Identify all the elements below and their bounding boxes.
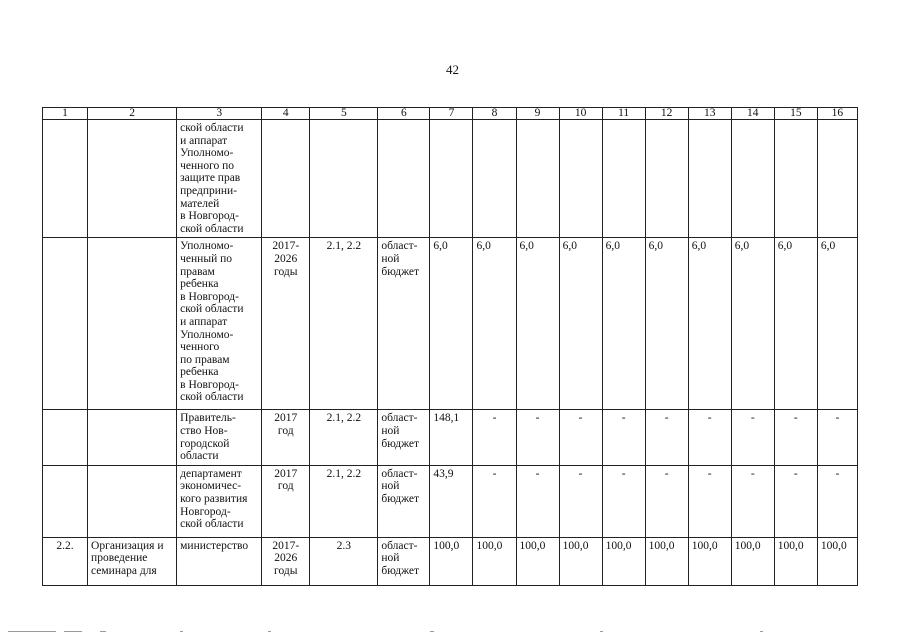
- executor-cell: министерство: [177, 537, 262, 585]
- event-name-cell: Организация и проведение семинара для: [88, 537, 177, 585]
- year-value-cell: [602, 120, 645, 238]
- header-cell: 12: [645, 108, 688, 120]
- year-value-cell: 6,0: [645, 238, 688, 410]
- table-row: [43, 465, 858, 537]
- year-value-cell: -: [516, 410, 559, 465]
- year-value-cell: -: [602, 410, 645, 465]
- period-cell: [262, 120, 310, 238]
- year-value-cell: [645, 120, 688, 238]
- header-cell: 1: [43, 108, 88, 120]
- year-value-cell: -: [688, 410, 731, 465]
- year-value-cell: [774, 120, 817, 238]
- year-value-cell: 6,0: [430, 238, 473, 410]
- year-value-cell: 100,0: [473, 537, 516, 585]
- header-cell: 13: [688, 108, 731, 120]
- year-value-cell: 148,1: [430, 410, 473, 465]
- year-value-cell: -: [731, 465, 774, 537]
- funding-source-cell: област- ной бюджет: [378, 537, 430, 585]
- year-value-cell: 100,0: [559, 537, 602, 585]
- executor-cell: Правитель- ство Нов- городской области: [177, 410, 262, 465]
- year-value-cell: 100,0: [817, 537, 857, 585]
- year-value-cell: 6,0: [559, 238, 602, 410]
- year-value-cell: [473, 120, 516, 238]
- executor-cell: Уполномо- ченный по правам ребенка в Новгород- ской области и аппарат Уполномо- ченного по правам ребенка в Новгород- ской области: [177, 238, 262, 410]
- year-value-cell: 6,0: [731, 238, 774, 410]
- event-name-cell: [88, 120, 177, 238]
- year-value-cell: -: [473, 410, 516, 465]
- header-cell: 3: [177, 108, 262, 120]
- year-value-cell: 6,0: [817, 238, 857, 410]
- year-value-cell: -: [645, 465, 688, 537]
- header-cell: 10: [559, 108, 602, 120]
- funding-source-cell: област- ной бюджет: [378, 465, 430, 537]
- funding-source-cell: [378, 120, 430, 238]
- header-cell: 4: [262, 108, 310, 120]
- header-row: [43, 108, 858, 120]
- event-name-cell: [88, 238, 177, 410]
- header-cell: 6: [378, 108, 430, 120]
- year-value-cell: -: [774, 410, 817, 465]
- year-value-cell: 100,0: [516, 537, 559, 585]
- row-number-cell: [43, 465, 88, 537]
- header-cell: 7: [430, 108, 473, 120]
- year-value-cell: 100,0: [430, 537, 473, 585]
- year-value-cell: 100,0: [731, 537, 774, 585]
- year-value-cell: -: [731, 410, 774, 465]
- period-cell: 2017- 2026 годы: [262, 537, 310, 585]
- year-value-cell: -: [774, 465, 817, 537]
- indicator-cell: 2.1, 2.2: [310, 465, 378, 537]
- table-row: [43, 120, 858, 238]
- event-name-cell: [88, 410, 177, 465]
- year-value-cell: 6,0: [473, 238, 516, 410]
- header-cell: 11: [602, 108, 645, 120]
- year-value-cell: 100,0: [645, 537, 688, 585]
- year-value-cell: 43,9: [430, 465, 473, 537]
- header-cell: 16: [817, 108, 857, 120]
- header-cell: 14: [731, 108, 774, 120]
- indicator-cell: 2.1, 2.2: [310, 410, 378, 465]
- indicator-cell: 2.1, 2.2: [310, 238, 378, 410]
- year-value-cell: -: [559, 410, 602, 465]
- year-value-cell: [430, 120, 473, 238]
- year-value-cell: 6,0: [516, 238, 559, 410]
- period-cell: 2017 год: [262, 410, 310, 465]
- indicator-cell: 2.3: [310, 537, 378, 585]
- header-cell: 15: [774, 108, 817, 120]
- scan-artifact: [0, 630, 905, 633]
- header-cell: 9: [516, 108, 559, 120]
- year-value-cell: -: [473, 465, 516, 537]
- year-value-cell: [688, 120, 731, 238]
- year-value-cell: -: [817, 410, 857, 465]
- table-row: [43, 410, 858, 465]
- year-value-cell: [731, 120, 774, 238]
- year-value-cell: 6,0: [774, 238, 817, 410]
- year-value-cell: 100,0: [774, 537, 817, 585]
- executor-cell: ской области и аппарат Уполномо- ченного по защите прав предприни- мателей в Новгород- ской области: [177, 120, 262, 238]
- year-value-cell: 100,0: [602, 537, 645, 585]
- data-table: [42, 107, 858, 586]
- executor-cell: департамент экономичес- кого развития Новгород- ской области: [177, 465, 262, 537]
- funding-source-cell: област- ной бюджет: [378, 410, 430, 465]
- year-value-cell: -: [602, 465, 645, 537]
- period-cell: 2017 год: [262, 465, 310, 537]
- table-row: [43, 238, 858, 410]
- table-row: [43, 537, 858, 585]
- year-value-cell: -: [817, 465, 857, 537]
- row-number-cell: [43, 238, 88, 410]
- year-value-cell: 100,0: [688, 537, 731, 585]
- funding-source-cell: област- ной бюджет: [378, 238, 430, 410]
- year-value-cell: -: [516, 465, 559, 537]
- header-cell: 5: [310, 108, 378, 120]
- page-number: 42: [446, 62, 459, 77]
- year-value-cell: [516, 120, 559, 238]
- event-name-cell: [88, 465, 177, 537]
- header-cell: 2: [88, 108, 177, 120]
- row-number-cell: [43, 410, 88, 465]
- period-cell: 2017- 2026 годы: [262, 238, 310, 410]
- year-value-cell: [817, 120, 857, 238]
- row-number-cell: 2.2.: [43, 537, 88, 585]
- year-value-cell: -: [688, 465, 731, 537]
- year-value-cell: 6,0: [602, 238, 645, 410]
- indicator-cell: [310, 120, 378, 238]
- year-value-cell: -: [559, 465, 602, 537]
- year-value-cell: [559, 120, 602, 238]
- year-value-cell: 6,0: [688, 238, 731, 410]
- row-number-cell: [43, 120, 88, 238]
- year-value-cell: -: [645, 410, 688, 465]
- header-cell: 8: [473, 108, 516, 120]
